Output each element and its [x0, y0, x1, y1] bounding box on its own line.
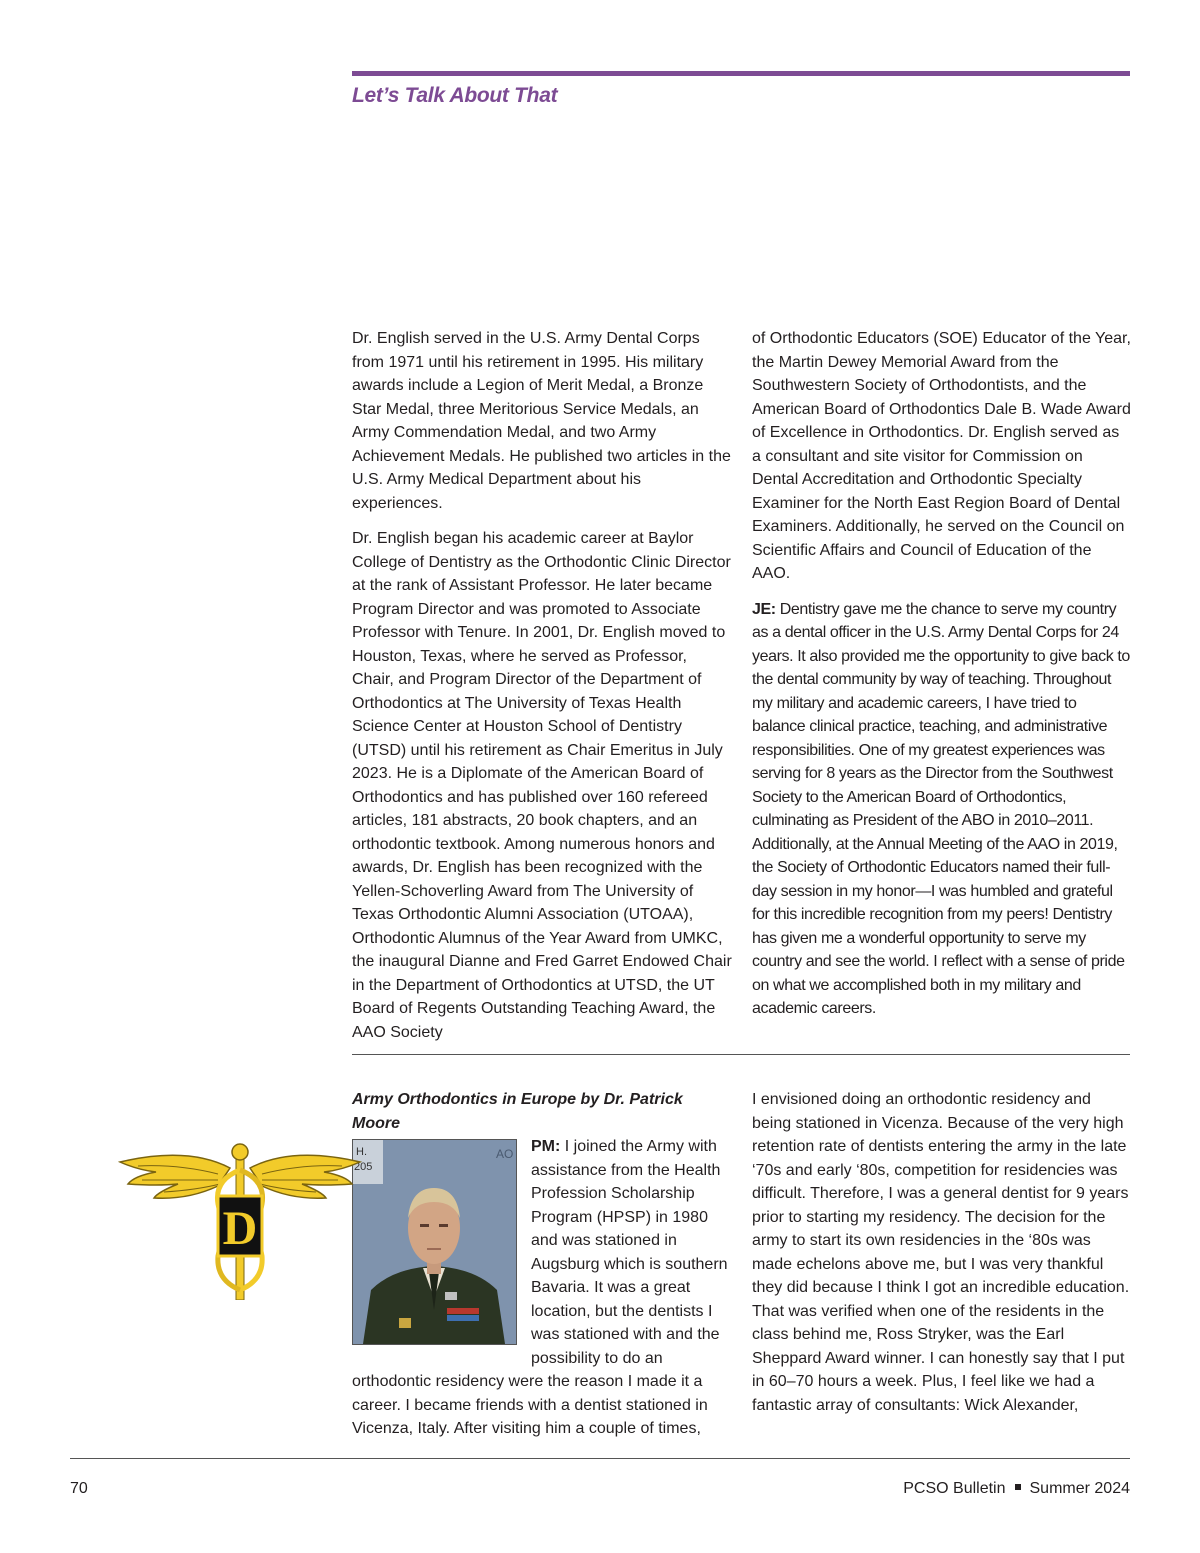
portrait-photo	[352, 1139, 517, 1345]
publication-name: PCSO Bulletin	[903, 1480, 1006, 1497]
right-wing	[250, 1155, 360, 1198]
speaker-label-je: JE:	[752, 600, 776, 618]
section-divider	[352, 1054, 1130, 1055]
emblem-letter: D	[222, 1202, 258, 1255]
left-wing	[120, 1155, 230, 1198]
section-rule	[352, 71, 1130, 76]
placard-text-205: 205	[354, 1161, 373, 1173]
issue-date: Summer 2024	[1029, 1480, 1130, 1497]
moore-right-column	[752, 1088, 1132, 1417]
speaker-label-pm: PM:	[531, 1138, 561, 1155]
je-answer-text: Dentistry gave me the chance to serve my country as a dental officer in the U.S. Army Dental Corps for 24 years. It also provided me the opportunity to give back to the dental community by way of teaching. Throughout my military and academic careers, I have tried to balance clinical practice, teaching, and administrative responsibilities. One of my greatest experiences was serving for 8 years as the Director from the Southwest Society to the American Board of Orthodontics, culminating as President of the ABO in 2010–2011. Additionally, at the Annual Meeting of the AAO in 2019, the Society of Orthodontic Educators named their full-day session in my honor—I was humbled and grateful for this incredible recognition from my peers! Dentistry has given me a wonderful opportunity to serve my country and see the world. I reflect with a sense of pride on what we accomplished both in my military and academic careers.	[752, 600, 1130, 1017]
placard-text-ao: AO	[496, 1147, 514, 1161]
paragraph-awards-continued: of Orthodontic Educators (SOE) Educator of the Year, the Martin Dewey Memorial Award from the Southwestern Society of Orthodontists, and the American Board of Orthodontics Dale B. Wade Award of Excellence in Orthodontics. Dr. English served as a consultant and site visitor for Commission on Dental Accreditation and Orthodontic Specialty Examiner for the North East Region Board of Dental Examiners. Additionally, he served on the Council on Scientific Affairs and Council of Education of the AAO.	[752, 330, 1131, 582]
page-number: 70	[70, 1480, 88, 1497]
portrait-illustration	[353, 1140, 516, 1344]
placard-text-h: H.	[356, 1146, 367, 1158]
section-title: Let’s Talk About That	[352, 84, 558, 107]
separator-square	[1015, 1484, 1021, 1490]
moore-left-column	[352, 1088, 732, 1441]
paragraph-military-service: Dr. English served in the U.S. Army Dental Corps from 1971 until his retirement in 1995. His military awards include a Legion of Merit Medal, a Bronze Star Medal, three Meritorious Service Medals, an Army Commendation Medal, and two Army Achievement Medals. He published two articles in the U.S. Army Medical Department about his experiences.	[352, 330, 731, 512]
footer-rule	[70, 1458, 1130, 1459]
paragraph-residency: I envisioned doing an orthodontic residency and being stationed in Vicenza. Because of the very high retention rate of dentists entering the army in the late ‘70s and early ‘80s, competition for residencies was difficult. Therefore, I was a general dentist for 9 years prior to starting my residency. The decision for the army to start its own residencies in the ‘80s was made echelons above me, but I was very thankful they did because I think I got an incredible education. That was verified when one of the residents in the class behind me, Ross Stryker, was the Earl Sheppard Award winner. I can honestly say that I put in 60–70 hours a week. Plus, I feel like we had a fantastic array of consultants: Wick Alexander,	[752, 1091, 1130, 1414]
article-right-column	[752, 327, 1132, 1021]
paragraph-je-answer	[752, 598, 1132, 1021]
footer-publication	[903, 1480, 1130, 1498]
paragraph-academic-career: Dr. English began his academic career at Baylor College of Dentistry as the Orthodontic Clinic Director at the rank of Assistant Professor. He later became Program Director and was promoted to Associate Professor with Tenure. In 2001, Dr. English moved to Houston, Texas, where he served as Professor, Chair, and Program Director of the Department of Orthodontics at The University of Texas Health Science Center at Houston School of Dentistry (UTSD) until his retirement as Chair Emeritus in July 2023. He is a Diplomate of the American Board of Orthodontics and has published over 160 refereed articles, 181 abstracts, 20 book chapters, and an orthodontic textbook. Among numerous honors and awards, Dr. English has been recognized with the Yellen-Schoverling Award from The University of Texas Orthodontic Alumni Association (UTOAA), Orthodontic Alumnus of the Year Award from UMKC, the inaugural Dianne and Fred Garret Endowed Chair in the Department of Orthodontics at UTSD, the UT Board of Regents Outstanding Teaching Award, the AAO Society	[352, 530, 732, 1041]
pm-answer-text: I joined the Army with assistance from the Health Profession Scholarship Program (HPSP) in 1980 and was stationed in Augsburg which is southern Bavaria. It was a great location, but the dentists I was stationed with and the possibility to do an orthodontic residency were the reason I made it a career. I became friends with a dentist stationed in Vicenza, Italy. After visiting him a couple of times,	[352, 1138, 728, 1437]
article-left-column	[352, 327, 732, 1044]
article-subheading: Army Orthodontics in Europe by Dr. Patrick Moore	[352, 1091, 683, 1132]
dental-corps-caduceus-emblem	[118, 1140, 362, 1300]
